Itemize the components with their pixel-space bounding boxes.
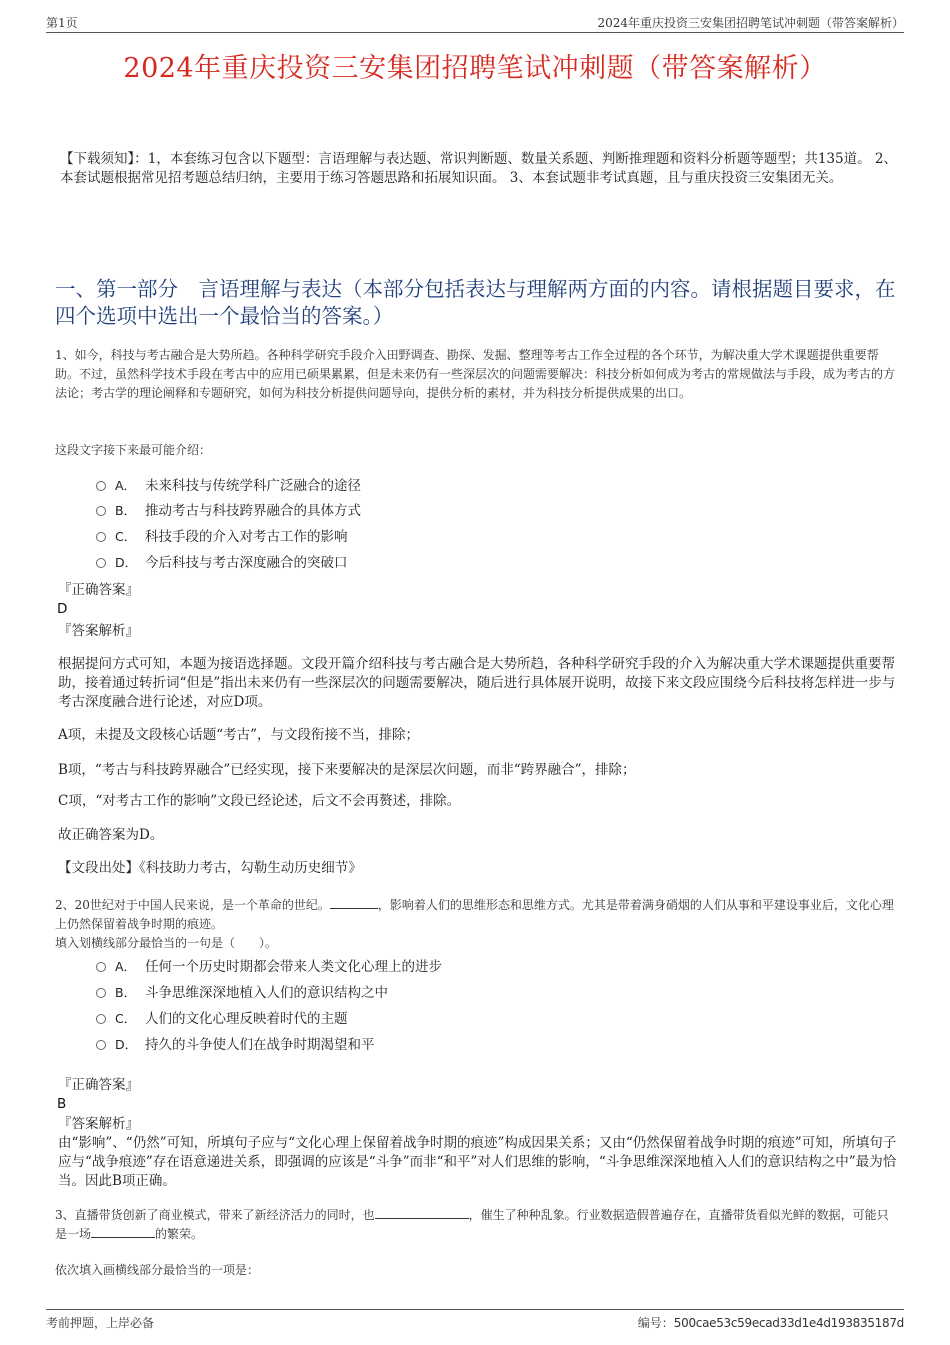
q1-answer-label: 『正确答案』 — [58, 582, 139, 598]
option-letter: C． — [115, 529, 137, 544]
q1-analysis: 根据提问方式可知，本题为接语选择题。文段开篇介绍科技与考古融合是大势所趋，各种科学研究手段的介入为解决重大学术课题提供重要帮助，接着通过转折词“但是”指出未来仍有一些深层次的问题需要解决，随后进行具体展开说明，故接下来文段应围绕今后科技将怎样进一步与考古深度融合进行论述，对应D项。 — [58, 656, 896, 710]
q3-stem-part3: 的繁荣。 — [155, 1227, 204, 1241]
option-letter: A． — [115, 478, 137, 493]
radio-icon[interactable] — [96, 506, 106, 516]
footer-code-label: 编号： — [637, 1316, 674, 1330]
page-number: 第1页 — [46, 16, 78, 30]
header-rule — [46, 32, 904, 33]
option-text: 未来科技与传统学科广泛融合的途径 — [145, 478, 361, 494]
option-letter: B． — [115, 503, 137, 518]
footer-rule — [46, 1309, 904, 1310]
q1-option-c[interactable] — [96, 527, 348, 547]
option-text: 人们的文化心理反映着时代的主题 — [145, 1011, 348, 1027]
q2-blank — [330, 896, 378, 909]
option-text: 斗争思维深深地植入人们的意识结构之中 — [145, 985, 388, 1001]
page-title: 2024年重庆投资三安集团招聘笔试冲刺题（带答案解析） — [123, 53, 827, 84]
q3-blank-2 — [91, 1225, 155, 1238]
radio-icon[interactable] — [96, 558, 106, 568]
q2-option-c[interactable] — [96, 1009, 348, 1029]
footer-code — [638, 1314, 904, 1331]
q1-note-c: C项，“对考古工作的影响”文段已经论述，后文不会再赘述，排除。 — [58, 793, 461, 809]
q3-stem-part1: 3、直播带货创新了商业模式，带来了新经济活力的同时，也 — [55, 1208, 375, 1222]
radio-icon[interactable] — [96, 1040, 106, 1050]
q1-analysis-label: 『答案解析』 — [58, 623, 139, 639]
radio-icon[interactable] — [96, 988, 106, 998]
q2-analysis: 由“影响”、“仍然”可知，所填句子应与“文化心理上保留着战争时期的痕迹”构成因果关系；又由“仍然保留着战争时期的痕迹”可知，所填句子应与“战争痕迹”存在语意递进关系，即强调的应该是“斗争”而非“和平”对人们思维的影响，“斗争思维深深地植入人们的意识结构之中”最为恰当。因此B项正确。 — [58, 1135, 897, 1189]
footer-slogan: 考前押题，上岸必备 — [46, 1316, 155, 1330]
download-notice: 【下载须知】：1，本套练习包含以下题型：言语理解与表达题、常识判断题、数量关系题、判断推理题和资料分析题等题型；共135道。 2、本套试题根据常见招考题总结归纳，主要用于练习答题思路和拓展知识面。 3、本套试题非考试真题，且与重庆投资三安集团无关。 — [60, 151, 897, 186]
option-letter: C． — [115, 1011, 137, 1026]
option-text: 任何一个历史时期都会带来人类文化心理上的进步 — [145, 959, 442, 975]
q3-stem-part2: ，催生了种种乱象。行业数据造假普遍存在，直播带货看似光鲜的数据，可能只是一场 — [55, 1208, 889, 1241]
option-text: 持久的斗争使人们在战争时期渴望和平 — [145, 1037, 375, 1053]
q3-stem — [55, 1206, 900, 1244]
radio-icon[interactable] — [96, 481, 106, 491]
q2-option-a[interactable] — [96, 957, 442, 977]
option-letter: B． — [115, 985, 137, 1000]
option-text: 推动考古与科技跨界融合的具体方式 — [145, 503, 361, 519]
q2-stem-before: 2、20世纪对于中国人民来说，是一个革命的世纪。 — [55, 898, 330, 912]
q2-answer-label: 『正确答案』 — [58, 1077, 139, 1093]
q1-conclusion: 故正确答案为D。 — [58, 827, 164, 843]
running-header-title: 2024年重庆投资三安集团招聘笔试冲刺题（带答案解析） — [597, 16, 904, 30]
q2-stem — [55, 896, 900, 934]
q2-option-d[interactable] — [96, 1035, 375, 1055]
footer-code-value: 500cae53c59ecad33d1e4d193835187d — [673, 1316, 904, 1330]
q1-option-b[interactable] — [96, 501, 361, 521]
q1-note-a: A项，未提及文段核心话题“考古”，与文段衔接不当，排除； — [58, 727, 420, 743]
q2-answer: B — [57, 1096, 67, 1112]
radio-icon[interactable] — [96, 532, 106, 542]
option-letter: A． — [115, 959, 137, 974]
q1-source: 【文段出处】《科技助力考古，勾勒生动历史细节》 — [58, 860, 362, 876]
q1-note-b: B项，“考古与科技跨界融合”已经实现，接下来要解决的是深层次问题，而非“跨界融合”，排除； — [58, 762, 636, 778]
radio-icon[interactable] — [96, 962, 106, 972]
option-text: 今后科技与考古深度融合的突破口 — [145, 555, 348, 571]
q1-stem: 1、如今，科技与考古融合是大势所趋。各种科学研究手段介入田野调查、勘探、发掘、整理等考古工作全过程的各个环节，为解决重大学术课题提供重要帮助。不过，虽然科学技术手段在考古中的应用已硕果累累，但是未来仍有一些深层次的问题需要解决：科技分析如何成为考古的常规做法与手段，成为考古的方法论；考古学的理论阐释和专题研究，如何为科技分析提供问题导向，提供分析的素材，并为科技分析提供成果的出口。 — [55, 348, 896, 400]
section-heading: 一、第一部分 言语理解与表达（本部分包括表达与理解两方面的内容。请根据题目要求，在四个选项中选出一个最恰当的答案。） — [55, 277, 896, 328]
q3-prompt: 依次填入画横线部分最恰当的一项是： — [55, 1263, 260, 1277]
option-letter: D． — [115, 1037, 138, 1052]
q2-stem-after: ，影响着人们的思维形态和思维方式。尤其是带着满身硝烟的人们从事和平建设事业后，文化心理上仍然保留着战争时期的痕迹。 — [55, 898, 894, 931]
q1-answer: D — [57, 601, 68, 617]
q2-prompt: 填入划横线部分最恰当的一句是（ ）。 — [55, 936, 278, 950]
option-text: 科技手段的介入对考古工作的影响 — [145, 529, 348, 545]
q3-blank-1 — [375, 1206, 469, 1219]
radio-icon[interactable] — [96, 1014, 106, 1024]
q2-option-b[interactable] — [96, 983, 388, 1003]
q1-option-a[interactable] — [96, 476, 361, 496]
q1-prompt: 这段文字接下来最可能介绍： — [55, 443, 212, 457]
q2-analysis-label: 『答案解析』 — [58, 1116, 139, 1132]
q1-option-d[interactable] — [96, 553, 348, 573]
option-letter: D． — [115, 555, 138, 570]
